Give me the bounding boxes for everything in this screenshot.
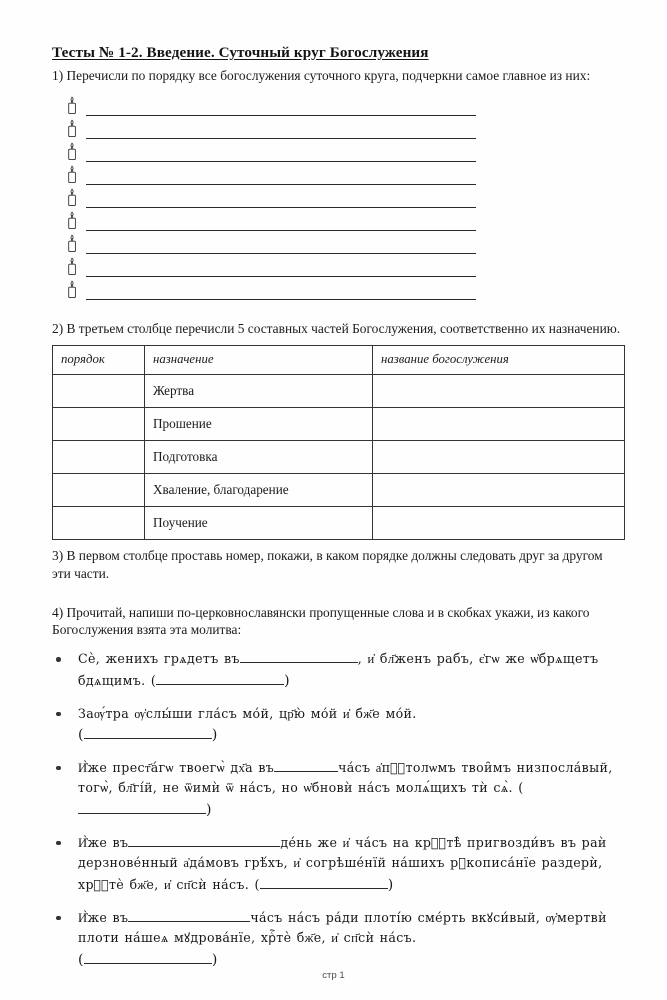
list-item [52, 758, 624, 822]
prayer-5-part4: ) [211, 951, 218, 968]
cell-order[interactable] [53, 440, 145, 473]
prayer-2-text [78, 706, 417, 743]
prayer-5-blank[interactable] [128, 909, 250, 922]
candle-icon [64, 188, 80, 208]
cell-purpose: Подготовка [145, 440, 373, 473]
page-content [52, 44, 624, 982]
prayer-2-part1: Заѹ́тра ѹ҆слы́ши гла́съ мо́й, цр҃ю̀ мо́й и҆ бж҃е мо́й. [78, 705, 417, 721]
list-item [52, 254, 624, 277]
cell-order[interactable] [53, 374, 145, 407]
candle-icon [64, 211, 80, 231]
prayer-4-source-blank[interactable] [260, 876, 388, 889]
prayer-3-part1: И҆̀же прест҃а́гѡ твоегѡ̀ дх҃а въ [78, 759, 275, 775]
cell-order[interactable] [53, 506, 145, 539]
cell-order[interactable] [53, 407, 145, 440]
prayer-4-part2: де́нь же и҆ ча́съ на крⷭ҇тѣ̀ пригвозди́въ въ раѝ дерзнове́нный а҆да́мовъ грѣ́хъ, и҆ согрѣше́нїй на́шихъ рꙋкописа́нїе раздерѝ, хрⷭ҇тѐ бж҃е, и҆ сп҃сѝ на́съ. ( [78, 834, 607, 892]
prayer-list [52, 649, 624, 971]
page-title: Тесты № 1-2. Введение. Суточный круг Богослужения [52, 44, 429, 61]
cell-name[interactable] [373, 473, 625, 506]
prayer-4-part3: ) [387, 876, 394, 893]
prayer-2-part2: ( [78, 727, 84, 744]
prayer-4-text [78, 835, 607, 892]
table-row [53, 506, 625, 539]
cell-purpose: Жертва [145, 374, 373, 407]
prayer-1-part1: Сѐ, женихъ грѧдетъ въ [78, 651, 240, 667]
question-4-text: 4) Прочитай, напиши по-церковнославянски пропущенные слова и в скобках укажи, из какого Богослужения взята эта молитва: [52, 604, 590, 638]
candle-icon [64, 234, 80, 254]
table-header-order: порядок [53, 345, 145, 374]
candle-icon [64, 96, 80, 116]
answer-line[interactable] [86, 213, 476, 231]
list-item [52, 908, 624, 972]
prayer-1-blank[interactable] [240, 651, 358, 664]
list-item [52, 649, 624, 692]
table-row [53, 440, 625, 473]
prayer-1-source-blank[interactable] [156, 672, 284, 685]
question-3-text: 3) В первом столбце проставь номер, покажи, в каком порядке должны следовать друг за другом эти части. [52, 547, 603, 581]
prayer-2-part3: ) [211, 727, 218, 744]
prayer-1-part3: ) [284, 672, 290, 689]
question-2-text: 2) В третьем столбце перечисли 5 составных частей Богослужения, соответственно их назначению. [52, 321, 621, 337]
prayer-1-part2: , и҆ бл҃женъ рабъ, є҆гѡ же ѡ҆брѧщетъ бдѧщимъ. ( [78, 651, 599, 688]
prayer-5-part1: И҆̀же въ [78, 909, 129, 925]
cell-name[interactable] [373, 374, 625, 407]
cell-purpose: Поучение [145, 506, 373, 539]
table-header-purpose: назначение [145, 345, 373, 374]
question-1-text: 1) Перечисли по порядку все богослужения суточного круга, подчеркни самое главное из них: [52, 68, 591, 84]
answer-line[interactable] [86, 121, 476, 139]
list-item [52, 162, 624, 185]
list-item [52, 704, 624, 747]
prayer-3-blank[interactable] [274, 759, 338, 772]
list-item [52, 208, 624, 231]
table-row [53, 473, 625, 506]
list-item [52, 93, 624, 116]
prayer-2-source-blank[interactable] [84, 726, 212, 739]
candle-icon [64, 142, 80, 162]
candle-icon [64, 119, 80, 139]
list-item [52, 833, 624, 897]
prayer-4-blank[interactable] [128, 834, 280, 847]
prayer-1-text [78, 651, 598, 688]
list-item [52, 116, 624, 139]
cell-purpose: Хваление, благодарение [145, 473, 373, 506]
prayer-3-text [78, 760, 613, 817]
candle-icon [64, 165, 80, 185]
cell-name[interactable] [373, 440, 625, 473]
list-item [52, 139, 624, 162]
answer-line[interactable] [86, 282, 476, 300]
cell-name[interactable] [373, 506, 625, 539]
list-item [52, 185, 624, 208]
page-footer: стр 1 [322, 970, 345, 981]
prayer-4-part1: И҆̀же въ [78, 834, 129, 850]
answer-line[interactable] [86, 190, 476, 208]
answer-line[interactable] [86, 144, 476, 162]
table-row [53, 407, 625, 440]
prayer-3-part3: ) [206, 801, 212, 818]
cell-purpose: Прошение [145, 407, 373, 440]
question-1-answer-lines [52, 93, 624, 300]
table-row [53, 374, 625, 407]
table-header-name: название богослужения [373, 345, 625, 374]
list-item [52, 231, 624, 254]
prayer-3-source-blank[interactable] [78, 801, 206, 814]
table-header-row [53, 345, 625, 374]
prayer-5-text [78, 910, 607, 967]
answer-line[interactable] [86, 259, 476, 277]
answer-line[interactable] [86, 98, 476, 116]
answer-line[interactable] [86, 167, 476, 185]
prayer-5-part3: ( [78, 951, 84, 968]
prayer-5-source-blank[interactable] [84, 951, 212, 964]
candle-icon [64, 280, 80, 300]
answer-line[interactable] [86, 236, 476, 254]
candle-icon [64, 257, 80, 277]
list-item [52, 277, 624, 300]
prayer-5-part2: ча́съ на́съ ра́ди плоті́ю сме́рть вкꙋси́вый, ѹ҆мертвѝ плоти на́шеѧ мꙋдрова́нїе, хрⷭ҇тѐ бж҃е, и҆ сп҃сѝ на́съ. [78, 909, 607, 946]
cell-order[interactable] [53, 473, 145, 506]
cell-name[interactable] [373, 407, 625, 440]
parts-table [52, 345, 625, 540]
prayer-3-part2: ча́съ а҆пⷭ҇толѡмъ твои̑мъ низпосла́вый, тогѡ̀, бл҃гі́й, не ѿимѝ ѿ на́съ, но ѡ҆бновѝ на́съ молѧ́щихъ тѝ сѧ̀. ( [78, 759, 613, 796]
